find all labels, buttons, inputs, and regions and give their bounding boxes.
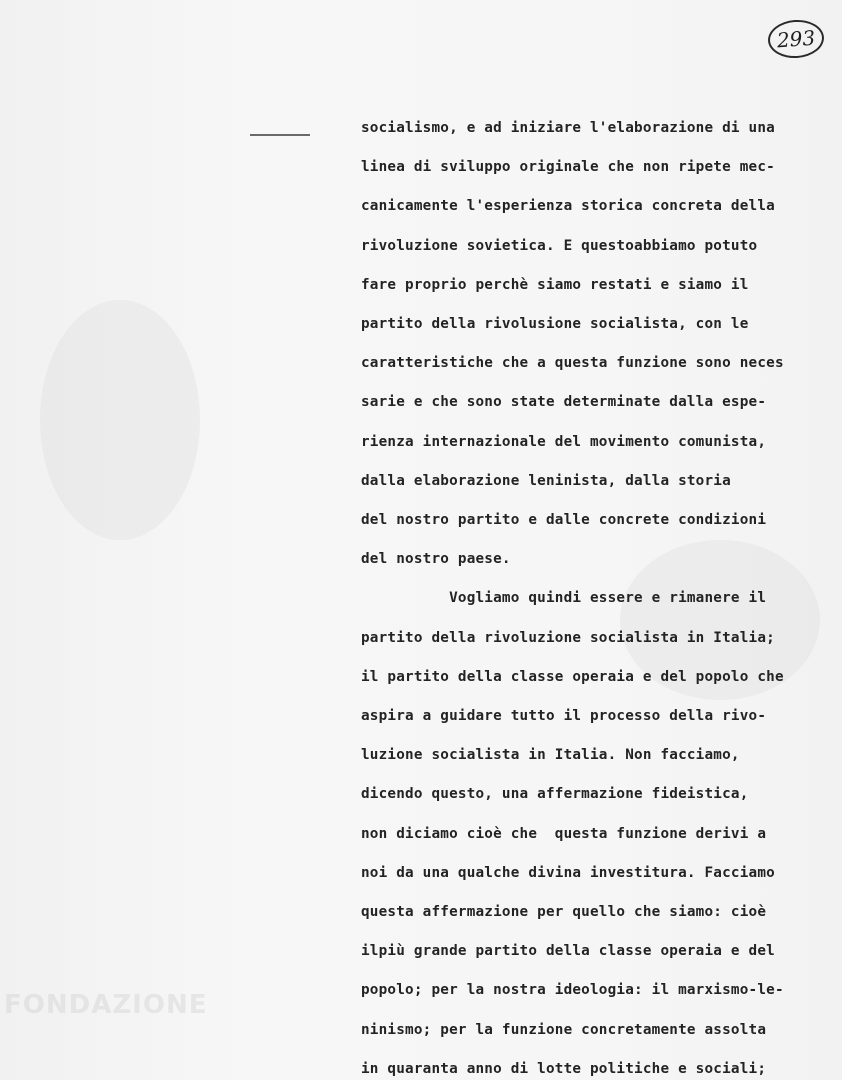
text-line: sarie e che sono state determinate dalla espe-	[361, 394, 767, 411]
text-line: ninismo; per la funzione concretamente assolta	[361, 1021, 767, 1038]
text-line: partito della rivoluzione socialista in Italia;	[361, 629, 775, 646]
text-line: Vogliamo quindi essere e rimanere il	[361, 590, 767, 607]
text-line: aspira a guidare tutto il processo della rivo-	[361, 708, 767, 724]
text-line: del nostro paese.	[361, 551, 511, 568]
text-line: linea di sviluppo originale che non ripete mec-	[361, 159, 775, 176]
text-line: del nostro partito e dalle concrete condizioni	[361, 512, 767, 528]
text-line: partito della rivolusione socialista, con le	[361, 316, 749, 332]
text-line: canicamente l'esperienza storica concreta della	[361, 198, 775, 215]
text-line: il partito della classe operaia e del popolo che	[361, 668, 784, 685]
text-line: rienza internazionale del movimento comunista,	[361, 433, 767, 450]
text-line: dalla elaborazione leninista, dalla storia	[361, 472, 731, 489]
text-line: fare proprio perchè siamo restati e siamo il	[361, 276, 749, 293]
text-line: ilpiù grande partito della classe operaia e del	[361, 943, 775, 960]
text-line: socialismo, e ad iniziare l'elaborazione di una	[361, 120, 775, 136]
text-line: popolo; per la nostra ideologia: il marxismo-le-	[361, 982, 784, 999]
text-line: rivoluzione sovietica. E questoabbiamo potuto	[361, 237, 758, 254]
text-line: caratteristiche che a questa funzione sono neces	[361, 355, 784, 372]
watermark: FONDAZIONE	[4, 990, 208, 1020]
text-line: luzione socialista in Italia. Non facciamo,	[361, 747, 740, 764]
text-line: questa affermazione per quello che siamo: cioè	[361, 904, 767, 920]
margin-mark	[250, 134, 310, 136]
page-number: 293	[767, 18, 826, 60]
text-line: dicendo questo, una affermazione fideistica,	[361, 786, 749, 803]
paper-stain	[40, 300, 200, 540]
text-line: in quaranta anno di lotte politiche e sociali;	[361, 1060, 767, 1077]
text-line: non diciamo cioè che questa funzione derivi a	[361, 825, 767, 842]
text-line: noi da una qualche divina investitura. Facciamo	[361, 864, 775, 881]
